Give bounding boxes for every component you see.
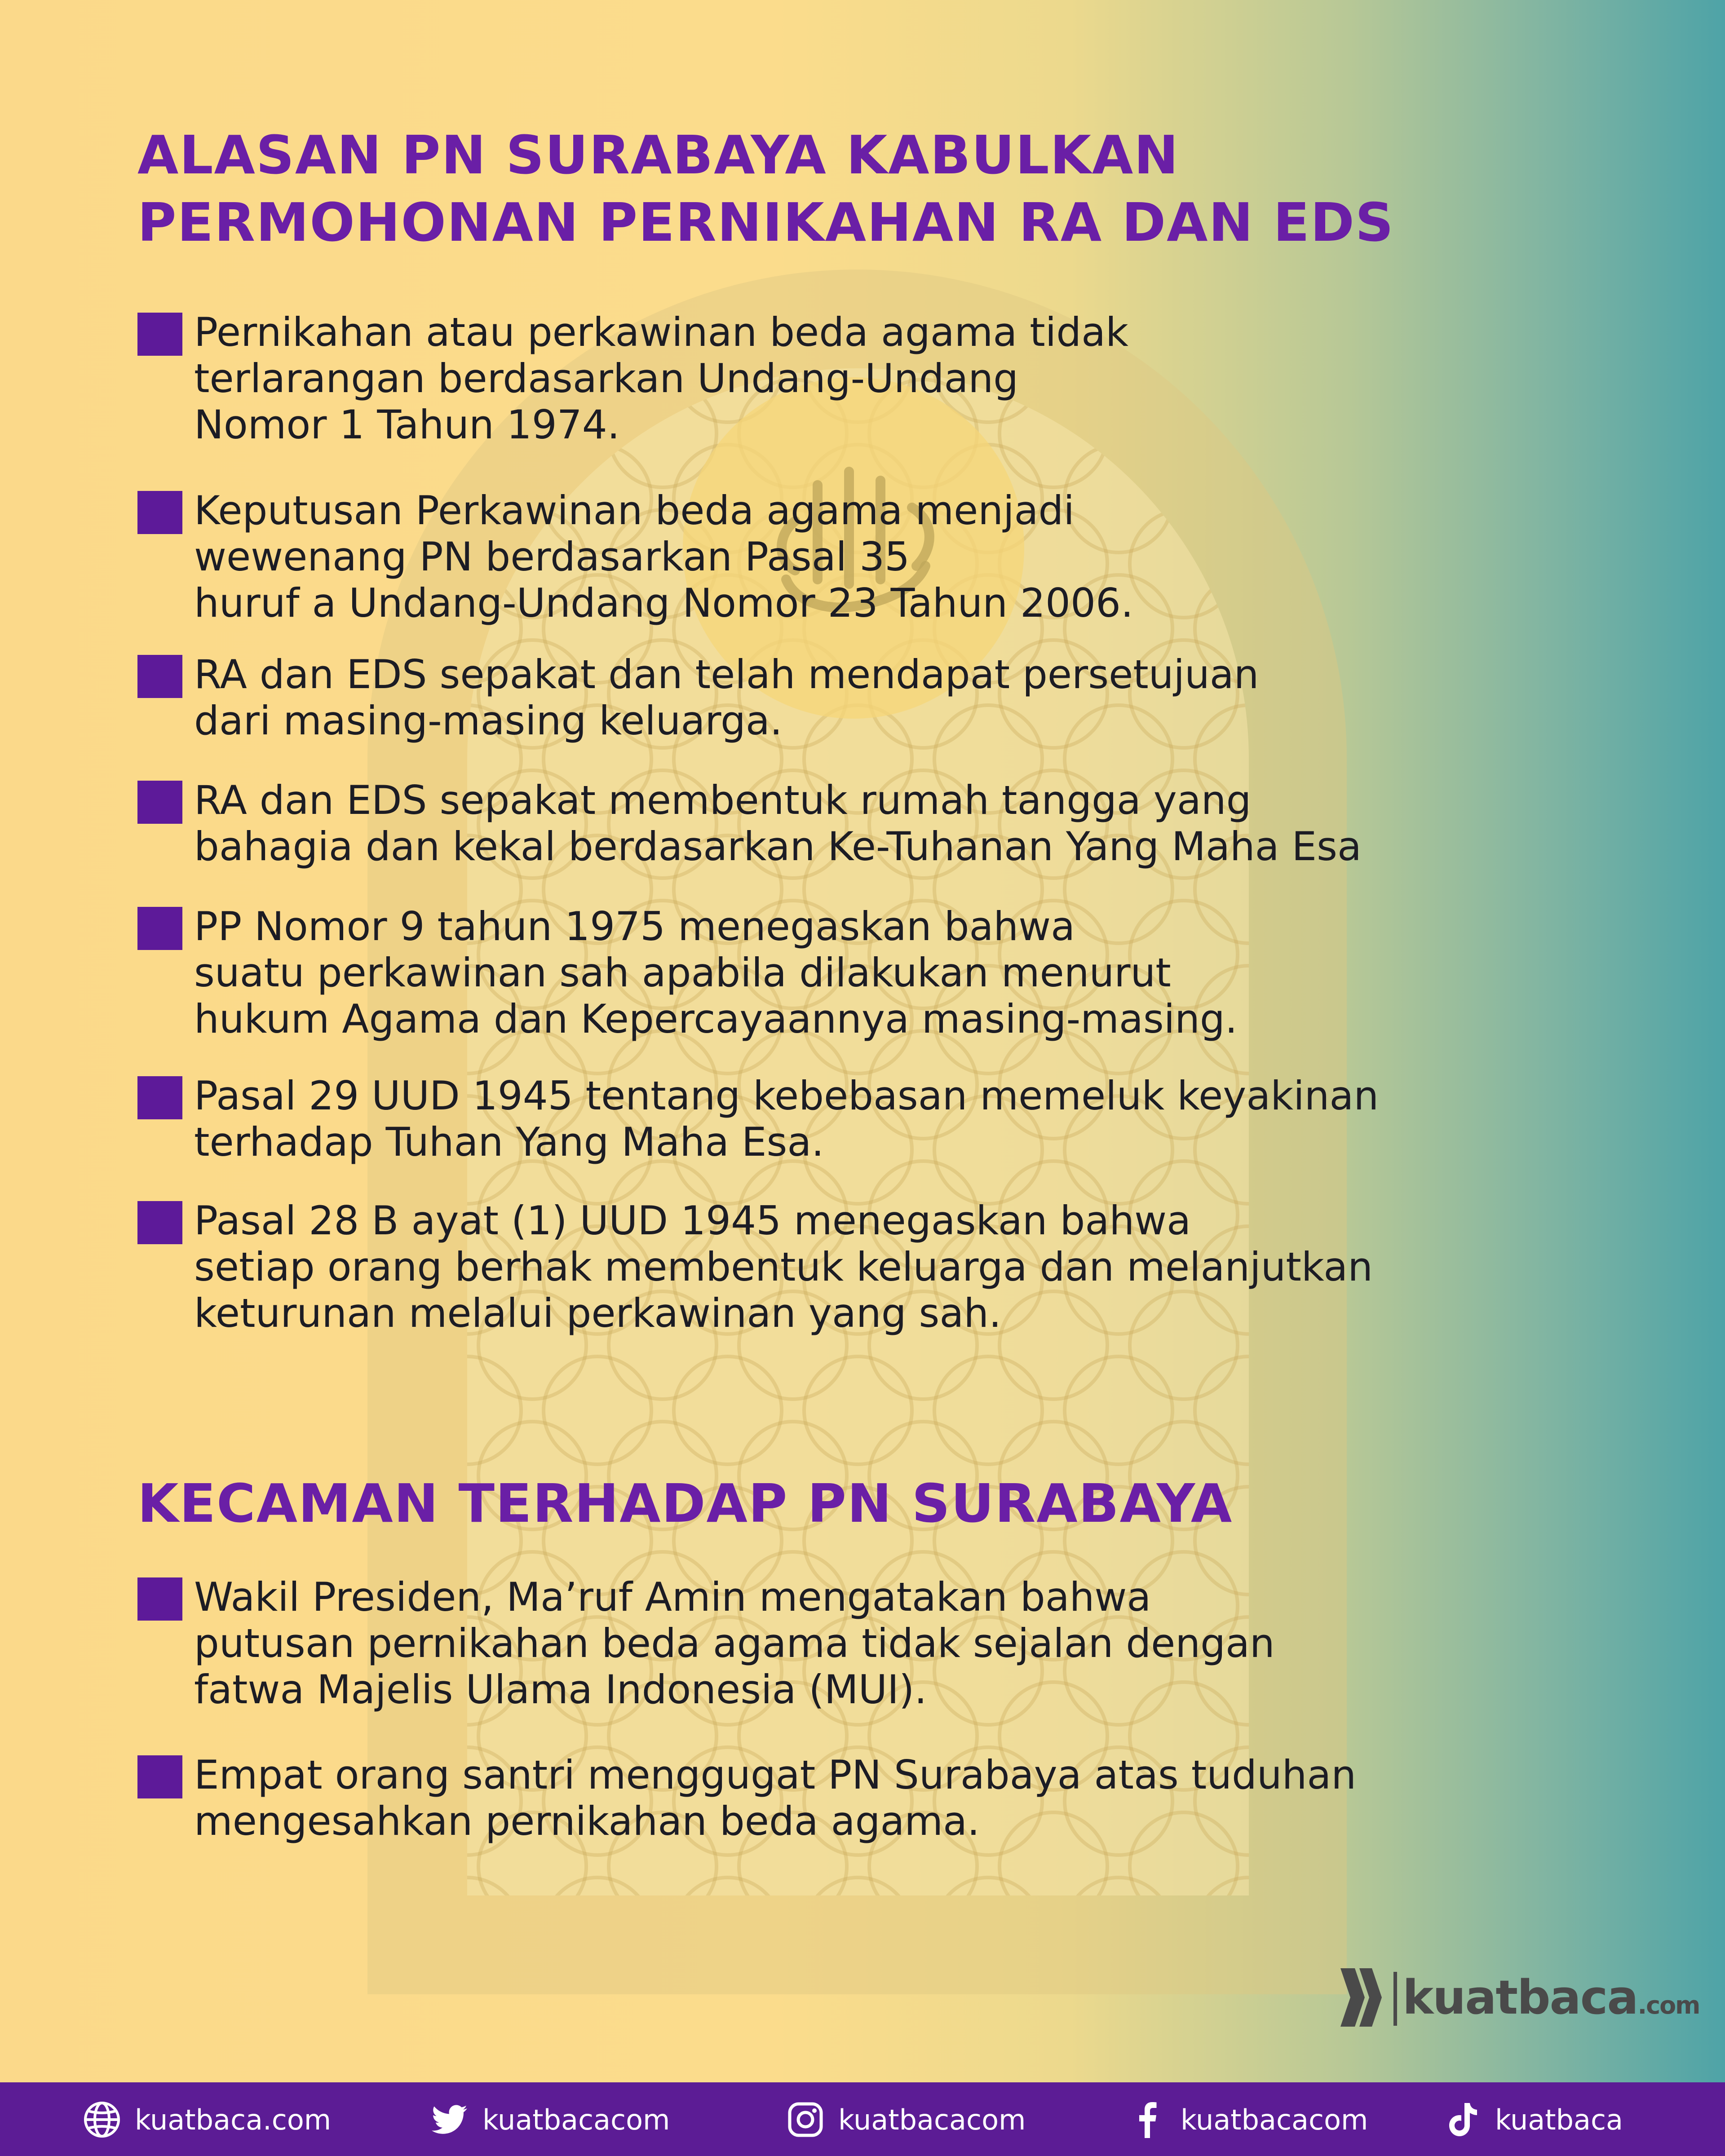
list-item-text <box>194 309 1128 448</box>
list-item-text <box>194 777 1362 870</box>
logo-name: kuatbaca <box>1402 1970 1638 2025</box>
bullet-square-icon <box>137 907 182 950</box>
logo-suffix: .com <box>1637 1991 1700 2019</box>
text-line: suatu perkawinan sah apabila dilakukan menurut <box>194 950 1171 996</box>
text-line: Pasal 28 B ayat (1) UUD 1945 menegaskan bahwa <box>194 1197 1191 1244</box>
text-line: dari masing-masing keluarga. <box>194 698 783 744</box>
text-line: terlarangan berdasarkan Undang-Undang <box>194 355 1019 402</box>
logo-divider <box>1393 1972 1397 2026</box>
text-line: hukum Agama dan Kepercayaannya masing-masing. <box>194 996 1238 1042</box>
logo-wordmark <box>1402 1968 1699 2035</box>
list-item-text <box>194 1574 1275 1713</box>
section-title-line: KECAMAN TERHADAP PN SURABAYA <box>137 1472 1233 1534</box>
section-title-alasan <box>137 121 1394 256</box>
list-item-text <box>194 487 1133 626</box>
tiktok-icon <box>1443 2100 1482 2139</box>
section-title-line: PERMOHONAN PERNIKAHAN RA DAN EDS <box>137 191 1394 253</box>
social-handle: kuatbaca.com <box>135 2103 332 2136</box>
text-line: bahagia dan kekal berdasarkan Ke-Tuhanan Yang Maha Esa <box>194 823 1362 870</box>
text-line: mengesahkan pernikahan beda agama. <box>194 1798 980 1844</box>
instagram-icon <box>786 2100 825 2139</box>
section-title-line: ALASAN PN SURABAYA KABULKAN <box>137 124 1180 186</box>
section-title-kecaman <box>137 1470 1233 1537</box>
facebook-icon <box>1128 2100 1167 2139</box>
text-line: setiap orang berhak membentuk keluarga dan melanjutkan <box>194 1244 1373 1290</box>
kuatbaca-logo-mark-icon <box>1337 1964 1386 2031</box>
text-line: Nomor 1 Tahun 1974. <box>194 402 620 448</box>
social-facebook[interactable] <box>1128 2099 1368 2140</box>
social-handle: kuatbacacom <box>482 2103 670 2136</box>
kuatbaca-logo[interactable] <box>1337 1964 1700 2031</box>
text-line: Empat orang santri menggugat PN Surabaya atas tuduhan <box>194 1752 1357 1798</box>
footer-social-bar <box>0 2082 1725 2156</box>
text-line: wewenang PN berdasarkan Pasal 35 <box>194 534 910 580</box>
text-line: huruf a Undang-Undang Nomor 23 Tahun 2006. <box>194 580 1133 626</box>
text-line: Pernikahan atau perkawinan beda agama tidak <box>194 309 1128 355</box>
text-line: Pasal 29 UUD 1945 tentang kebebasan memeluk keyakinan <box>194 1073 1379 1119</box>
list-item-text <box>194 651 1259 744</box>
social-tiktok[interactable] <box>1443 2099 1623 2140</box>
social-handle: kuatbacacom <box>1181 2103 1368 2136</box>
bullet-square-icon <box>137 1076 182 1119</box>
bullet-square-icon <box>137 1577 182 1621</box>
text-line: keturunan melalui perkawinan yang sah. <box>194 1290 1002 1336</box>
text-line: putusan pernikahan beda agama tidak sejalan dengan <box>194 1620 1275 1666</box>
text-line: fatwa Majelis Ulama Indonesia (MUI). <box>194 1666 927 1713</box>
social-website[interactable] <box>83 2099 331 2140</box>
bullet-square-icon <box>137 655 182 698</box>
social-handle: kuatbacacom <box>838 2103 1026 2136</box>
list-item-text <box>194 903 1238 1042</box>
list-item-text <box>194 1073 1379 1165</box>
text-line: Wakil Presiden, Ma’ruf Amin mengatakan bahwa <box>194 1574 1151 1620</box>
social-handle: kuatbaca <box>1495 2103 1623 2136</box>
list-item-text <box>194 1197 1373 1336</box>
text-line: RA dan EDS sepakat membentuk rumah tangga yang <box>194 777 1252 823</box>
globe-icon <box>83 2100 121 2139</box>
text-line: PP Nomor 9 tahun 1975 menegaskan bahwa <box>194 903 1075 950</box>
list-item-text <box>194 1752 1356 1844</box>
bullet-square-icon <box>137 1201 182 1244</box>
social-twitter[interactable] <box>430 2099 670 2140</box>
bullet-square-icon <box>137 781 182 824</box>
twitter-icon <box>430 2100 469 2139</box>
text-line: RA dan EDS sepakat dan telah mendapat persetujuan <box>194 651 1259 698</box>
bullet-square-icon <box>137 1755 182 1798</box>
text-line: terhadap Tuhan Yang Maha Esa. <box>194 1119 824 1165</box>
social-instagram[interactable] <box>786 2099 1026 2140</box>
bullet-square-icon <box>137 491 182 534</box>
bullet-square-icon <box>137 313 182 356</box>
text-line: Keputusan Perkawinan beda agama menjadi <box>194 487 1075 534</box>
